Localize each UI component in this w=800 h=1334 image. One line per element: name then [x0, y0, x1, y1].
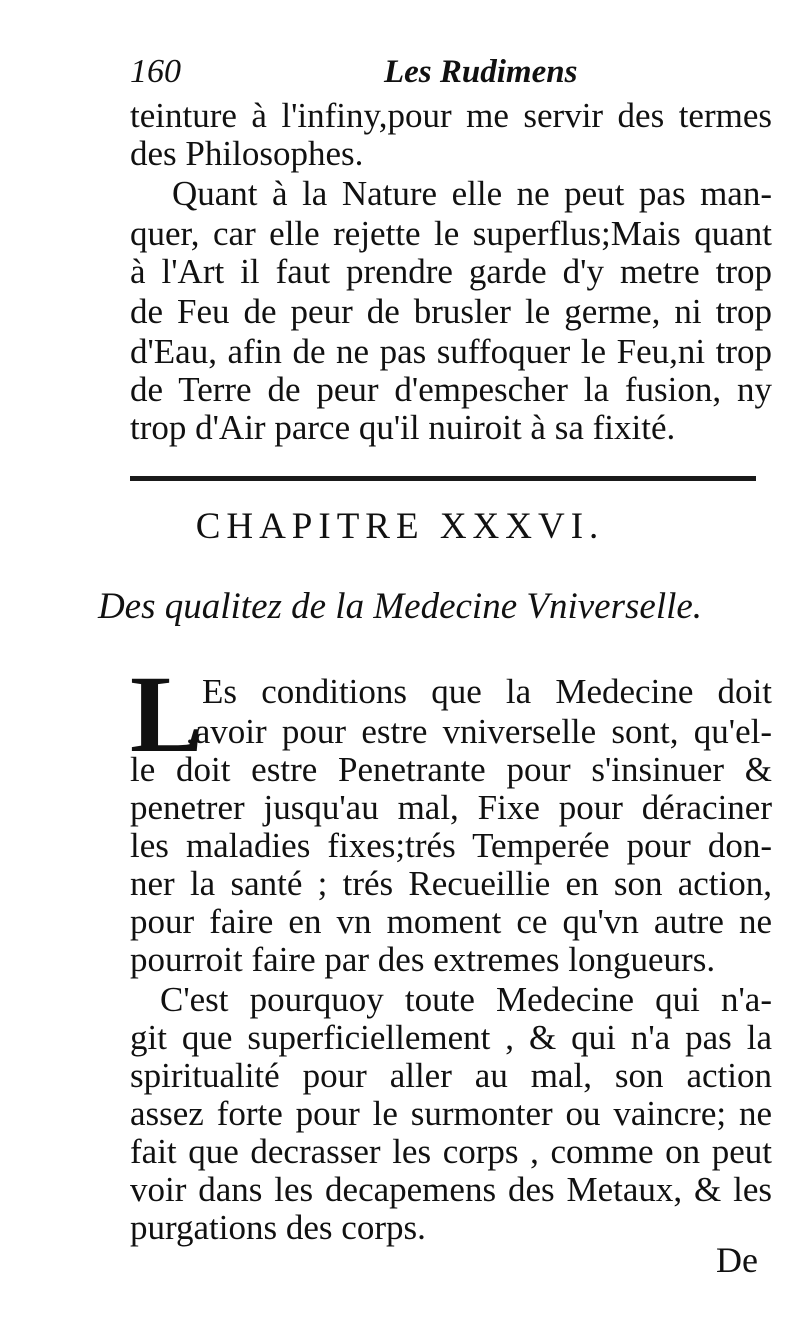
- text-line: spiritualité pour aller au mal, son action: [130, 1056, 772, 1095]
- text-line: git que superficiellement , & qui n'a pas la: [130, 1018, 772, 1057]
- running-title: Les Rudimens: [384, 54, 578, 90]
- text-line: voir dans les decapemens des Metaux, & les: [130, 1170, 772, 1209]
- text-line: le doit estre Penetrante pour s'insinuer &: [130, 750, 772, 789]
- text-line: fait que decrasser les corps , comme on peut: [130, 1132, 772, 1171]
- page-header: [130, 52, 600, 92]
- text-line: pour faire en vn moment ce qu'vn autre ne: [130, 902, 772, 941]
- text-line: à l'Art il faut prendre garde d'y metre trop: [130, 252, 772, 291]
- text-line: trop d'Air parce qu'il nuiroit à sa fixité.: [130, 408, 676, 447]
- text-line: C'est pourquoy toute Medecine qui n'a-: [160, 980, 772, 1019]
- text-line: Es conditions que la Medecine doit: [202, 672, 772, 711]
- text-line: d'Eau, afin de ne pas suffoquer le Feu,ni trop: [130, 332, 772, 371]
- drop-cap: L: [130, 653, 204, 775]
- text-line: assez forte pour le surmonter ou vaincre; ne: [130, 1094, 772, 1133]
- text-line: de Terre de peur d'empescher la fusion, ny: [130, 370, 772, 409]
- text-line: penetrer jusqu'au mal, Fixe pour déraciner: [130, 788, 772, 827]
- text-line: ,avoir pour estre vniverselle sont, qu'el-: [186, 712, 772, 751]
- text-line: purgations des corps.: [130, 1208, 426, 1247]
- text-line: pourroit faire par des extremes longueurs.: [130, 940, 716, 979]
- chapter-subtitle: Des qualitez de la Medecine Vniverselle.: [97, 586, 703, 627]
- text-line: quer, car elle rejette le superflus;Mais quant: [130, 214, 772, 253]
- text-line: Quant à la Nature elle ne peut pas man-: [172, 174, 772, 213]
- chapter-title: CHAPITRE XXXVI.: [195, 506, 605, 547]
- catchword: De: [716, 1240, 758, 1280]
- text-line: les maladies fixes;trés Temperée pour don-: [130, 826, 772, 865]
- section-divider: [130, 476, 756, 481]
- text-line: teinture à l'infiny,pour me servir des termes: [130, 96, 772, 135]
- text-line: ner la santé ; trés Recueillie en son action,: [130, 864, 772, 903]
- page-number: 160: [130, 53, 181, 90]
- text-line: des Philosophes.: [130, 134, 364, 173]
- text-line: de Feu de peur de brusler le germe, ni trop: [130, 292, 772, 331]
